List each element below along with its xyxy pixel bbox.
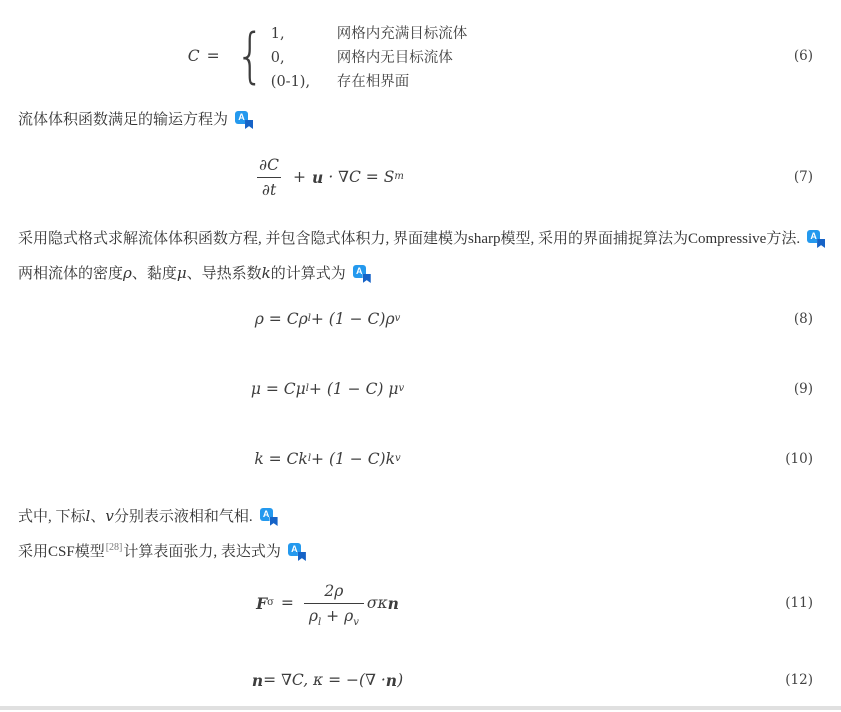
equation-7-body: $\frac{\partial C}{\partial t}$ + u · ∇C = S m — [0, 150, 655, 204]
equation-7 — [0, 150, 841, 204]
translate-icon-letter: A — [353, 265, 366, 278]
equation-9-body: μ = Cμ l + (1 − C) μ v — [250, 380, 405, 398]
paragraph-text: 两相流体的密度 — [18, 266, 124, 282]
translate-icon-badge — [298, 552, 306, 561]
denominator-term: ρ — [308, 606, 319, 625]
case-label: 网格内充满目标流体 — [336, 25, 468, 42]
math-symbol-l: l — [85, 507, 91, 525]
math-symbol-v: v — [105, 507, 114, 525]
equation-10-body: k = Ck l + (1 − C)k v — [254, 450, 401, 468]
plus-sign: + — [293, 168, 307, 186]
equation-8-lhs: ρ = Cρ — [254, 310, 308, 328]
translate-icon-badge — [817, 239, 825, 248]
paragraph-text: 采用隐式格式求解流体体积函数方程, 并包含隐式体积力, 界面建模为sharp模型, 采用的界面捕捉算法为Compressive方法. — [18, 231, 801, 247]
fraction — [304, 581, 364, 628]
equation-6-body — [0, 14, 655, 98]
case-label: 网格内无目标流体 — [336, 49, 453, 66]
equation-number: (10) — [785, 451, 813, 467]
equation-12-mid: = ∇C, κ = −(∇ · — [263, 671, 386, 689]
math-symbol-mu: μ — [176, 264, 187, 282]
normal-vector: n — [251, 670, 264, 690]
fraction — [254, 156, 284, 199]
equation-10 — [0, 445, 841, 473]
equation-number: (9) — [793, 381, 813, 397]
translate-icon-badge — [363, 274, 371, 283]
equation-7-rest: · ∇C = S — [328, 168, 395, 186]
equation-9 — [0, 375, 841, 403]
case-row — [271, 70, 468, 91]
equation-number: (7) — [793, 169, 813, 185]
velocity-vector: u — [312, 167, 324, 187]
paragraph-text: 式中, 下标 — [18, 509, 86, 525]
translate-icon[interactable] — [807, 230, 822, 245]
equation-8-rhs: + (1 − C)ρ — [310, 310, 395, 328]
equation-6-variable: C — [187, 47, 200, 65]
paragraph — [18, 506, 275, 527]
equation-10-lhs: k = Ck — [254, 450, 308, 468]
translate-icon-badge — [270, 517, 278, 526]
translate-icon[interactable] — [288, 543, 303, 558]
equation-6 — [0, 14, 841, 98]
equation-11-body: F σ = $\frac{2\rho}{\rho_l + \rho_v}$ σκ n — [256, 581, 399, 628]
case-value: 1, — [270, 25, 285, 42]
paragraph-text: 、黏度 — [131, 266, 177, 282]
denominator-term: + ρ — [321, 606, 354, 625]
equation-number: (12) — [785, 672, 813, 688]
paragraph-text: 、导热系数 — [186, 266, 262, 282]
translate-icon[interactable] — [353, 265, 368, 280]
math-symbol-rho: ρ — [123, 264, 132, 282]
fraction-numerator: 2ρ — [324, 581, 344, 600]
translate-icon-letter: A — [260, 508, 273, 521]
paragraph-text: 、 — [90, 509, 106, 525]
subscript: v — [353, 616, 359, 628]
equation-10-rhs: + (1 − C)k — [311, 450, 395, 468]
paragraph — [18, 538, 303, 562]
closing-paren: ) — [397, 671, 404, 689]
paragraph-text: 分别表示液相和气相. — [113, 509, 253, 525]
page-bottom-divider — [0, 706, 841, 710]
case-label: 存在相界面 — [336, 73, 410, 90]
case-row — [271, 46, 468, 67]
equation-number: (11) — [785, 595, 813, 611]
citation-reference: [28] — [105, 542, 123, 553]
equals-sign: = — [206, 47, 220, 65]
paragraph-text: 采用CSF模型 — [18, 544, 105, 560]
translate-icon-badge — [245, 120, 253, 129]
equation-number: (6) — [793, 48, 813, 64]
paragraph-text: 流体体积函数满足的输运方程为 — [18, 112, 229, 128]
subscript: l — [318, 616, 322, 628]
equation-12 — [0, 666, 841, 694]
force-vector: F — [256, 593, 268, 613]
equation-number: (8) — [793, 311, 813, 327]
surface-tension-terms: σκ — [366, 594, 388, 612]
translate-icon[interactable] — [235, 111, 250, 126]
paragraph-text: 计算表面张力, 表达式为 — [123, 544, 281, 560]
case-brace: { — [235, 21, 265, 91]
paragraph-text: 的计算式为 — [270, 266, 346, 282]
translate-icon-letter: A — [288, 543, 301, 556]
normal-vector: n — [387, 593, 399, 613]
equals-sign: = — [280, 594, 294, 612]
case-value: (0-1), — [270, 73, 311, 90]
paragraph — [18, 110, 250, 130]
equation-6-cases — [271, 22, 468, 91]
normal-vector: n — [385, 670, 398, 690]
equation-8-body: ρ = Cρ l + (1 − C)ρ v — [254, 310, 401, 328]
translate-icon-letter: A — [235, 111, 248, 124]
case-row — [271, 22, 468, 43]
equation-8 — [0, 305, 841, 333]
paragraph — [18, 229, 822, 249]
case-value: 0, — [270, 49, 285, 66]
translate-icon[interactable] — [260, 508, 275, 523]
equation-12-body — [0, 666, 655, 694]
fraction-denominator: ∂t — [257, 177, 281, 199]
equation-11 — [0, 574, 841, 632]
math-symbol-k: k — [261, 264, 271, 282]
paragraph — [18, 263, 368, 284]
translate-icon-letter: A — [807, 230, 820, 243]
equation-9-lhs: μ = Cμ — [250, 380, 306, 398]
fraction-denominator — [304, 603, 364, 628]
fraction-numerator: ∂C — [259, 155, 280, 174]
equation-9-rhs: + (1 − C) μ — [308, 380, 399, 398]
